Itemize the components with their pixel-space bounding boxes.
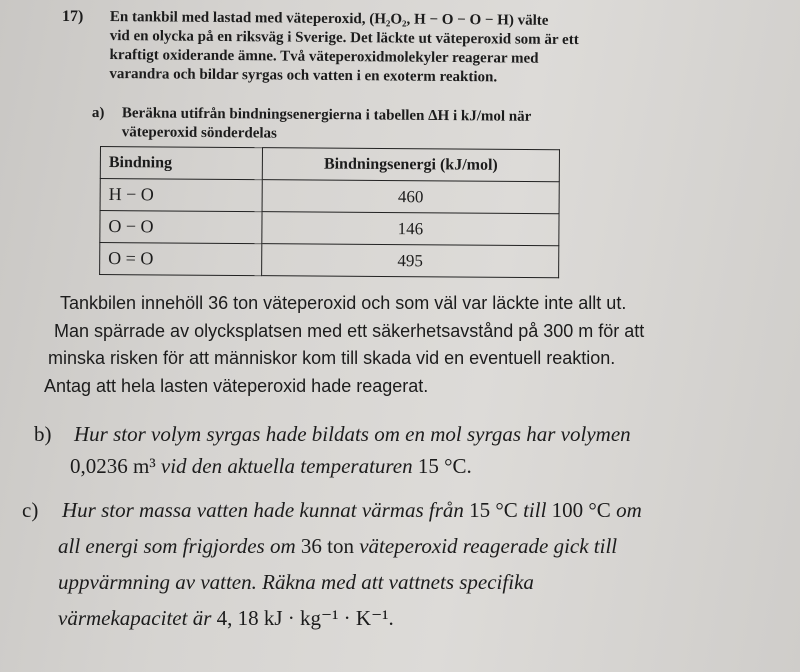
intro-line: vid en olycka på en riksväg i Sverige. Det läckte ut väteperoxid som är ett (109, 27, 579, 49)
part-a-text: väteperoxid sönderdelas (121, 124, 277, 142)
bond-energy-table (99, 146, 560, 278)
table-row (100, 243, 559, 278)
mass-value: 36 ton (300, 534, 354, 558)
intro-line: varandra och bildar syrgas och vatten i en exoterm reaktion. (109, 65, 498, 86)
column-header-bond: Bindning (100, 147, 262, 180)
bond-cell: O = O (100, 243, 262, 276)
part-c (22, 492, 782, 636)
energy-cell: 495 (262, 244, 559, 278)
part-c-text: uppvärmning av vatten. Räkna med att vattnets specifika (58, 570, 534, 594)
intro-line: En tankbil med lastad med väteperoxid, (H₂O₂, H − O − O − H) välte (109, 8, 549, 29)
temperature-value: 15 °C. (417, 454, 472, 478)
paragraph-line: minska risken för att människor kom till skada vid en eventuell reaktion. (48, 348, 616, 368)
bond-cell: H − O (100, 179, 262, 212)
part-a (92, 104, 652, 147)
part-c-text: Hur stor massa vatten hade kunnat värmas från (62, 498, 470, 522)
question-number: 17) (62, 8, 84, 25)
temperature-end: 100 °C (551, 498, 611, 522)
context-paragraph (44, 290, 744, 400)
column-header-energy: Bindningsenergi (kJ/mol) (262, 148, 559, 182)
part-c-text: om (610, 498, 642, 522)
volume-value: 0,0236 m³ (70, 454, 156, 478)
part-c-text: värmekapacitet är (58, 606, 217, 630)
temperature-start: 15 °C (469, 498, 518, 522)
part-b-text-line2 (34, 450, 754, 482)
paragraph-line: Tankbilen innehöll 36 ton väteperoxid och som väl var läckte inte allt ut. (60, 293, 627, 313)
part-c-text-line2 (22, 528, 782, 564)
part-c-text: till (517, 498, 552, 522)
part-c-text-line4 (22, 600, 782, 636)
part-c-label: c) (22, 498, 39, 522)
table-row (100, 211, 559, 246)
energy-cell: 146 (262, 212, 559, 246)
part-c-text: all energi som frigjordes om (58, 534, 301, 558)
heat-capacity-value: 4, 18 kJ · kg⁻¹ · K⁻¹. (216, 606, 394, 630)
part-b-text: vid den aktuella temperaturen (155, 454, 418, 478)
part-a-text: Beräkna utifrån bindningsenergierna i tabellen ΔH i kJ/mol när (121, 105, 532, 125)
part-b-text: Hur stor volym syrgas hade bildats om en mol syrgas har volymen (74, 422, 631, 446)
intro-line: kraftigt oxiderande ämne. Två väteperoxidmolekyler reagerar med (109, 46, 539, 67)
part-b (34, 418, 754, 482)
part-a-label: a) (91, 104, 105, 122)
energy-cell: 460 (262, 180, 559, 214)
paragraph-line: Antag att hela lasten väteperoxid hade reagerat. (44, 375, 429, 396)
part-c-text: väteperoxid reagerade gick till (353, 534, 618, 558)
part-b-label: b) (34, 422, 52, 446)
paragraph-line: Man spärrade av olycksplatsen med ett säkerhetsavstånd på 300 m för att (54, 320, 645, 341)
table-row (100, 179, 559, 214)
bond-cell: O − O (100, 211, 262, 244)
table-header-row (100, 147, 559, 182)
question-intro (109, 8, 670, 89)
